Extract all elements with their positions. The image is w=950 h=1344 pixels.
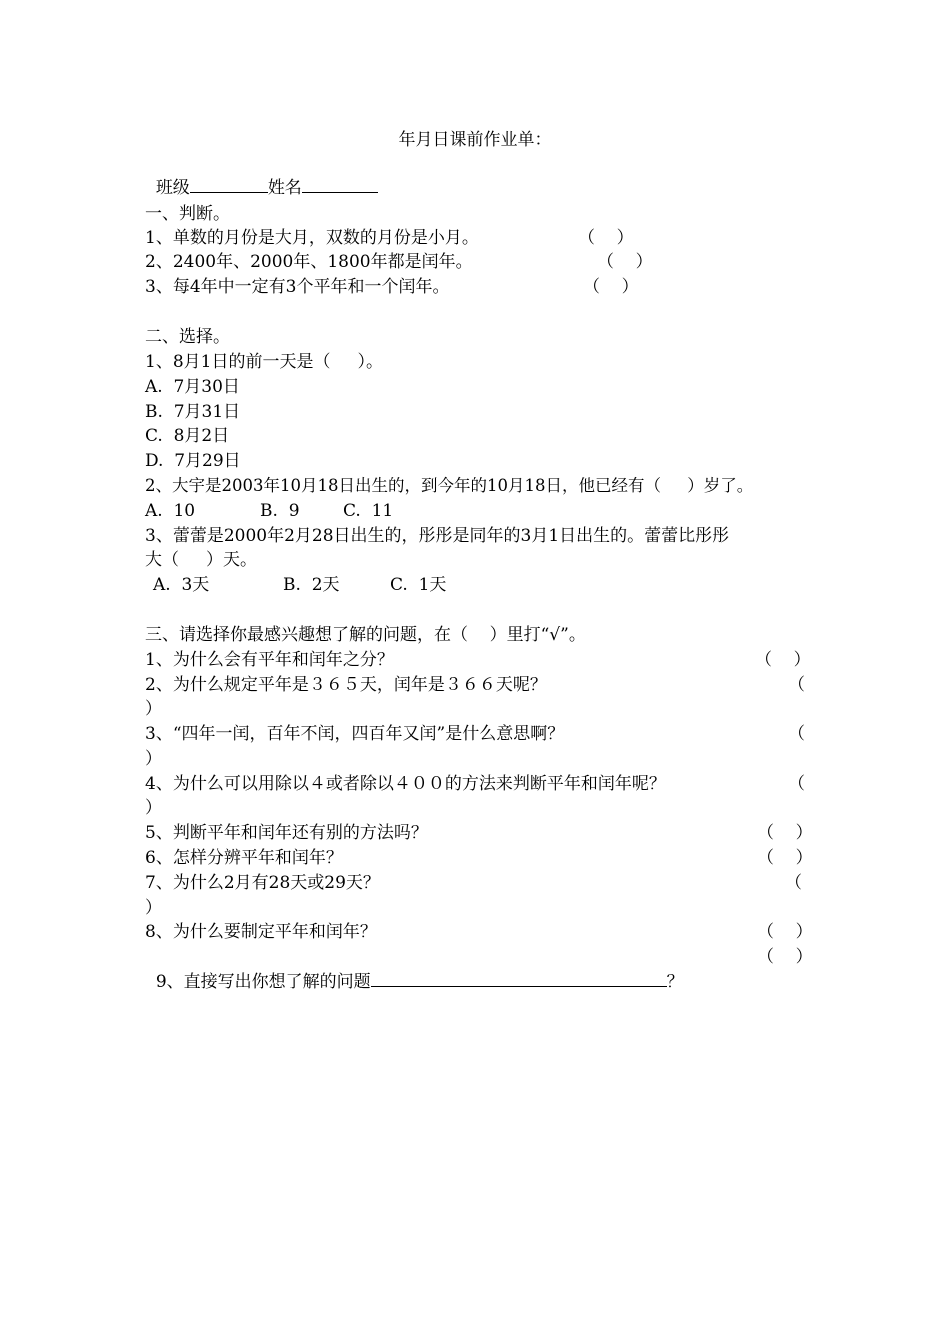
- interest-item-6: 6、怎样分辨平年和闰年？: [145, 848, 343, 868]
- section2-heading: 二、选择。: [145, 327, 230, 347]
- choice-q3-option-b[interactable]: B. 2天: [283, 575, 340, 595]
- choice-q3-stem-line2: 大（ ）天。: [145, 550, 258, 570]
- interest-item-4-bracket-close[interactable]: ）: [145, 798, 162, 818]
- choice-q2-option-b[interactable]: B. 9: [260, 501, 300, 521]
- interest-item-4-bracket-open[interactable]: （: [788, 774, 805, 794]
- interest-item-1-bracket[interactable]: （ ）: [755, 650, 811, 670]
- choice-q2-stem: 2、大宇是2003年10月18日出生的，到今年的10月18日，他已经有（ ）岁了。: [145, 476, 754, 495]
- choice-q1-option-b[interactable]: B. 7月31日: [145, 402, 241, 422]
- section1-heading: 一、判断。: [145, 204, 230, 224]
- choice-q1-option-a[interactable]: A. 7月30日: [145, 377, 240, 397]
- choice-q1-option-d[interactable]: D. 7月29日: [145, 451, 241, 471]
- judge-item-1: 1、单数的月份是大月，双数的月份是小月。: [145, 228, 479, 248]
- interest-item-8-bracket[interactable]: （ ）: [757, 922, 813, 942]
- judge-item-3-bracket[interactable]: （ ）: [583, 277, 639, 297]
- choice-q2-option-a[interactable]: A. 10: [145, 501, 196, 521]
- interest-item-3: 3、“四年一闰，百年不闰，四百年又闰”是什么意思啊？: [145, 724, 565, 744]
- choice-q2-option-c[interactable]: C. 11: [343, 501, 394, 521]
- interest-item-2-bracket-open[interactable]: （: [788, 675, 805, 695]
- judge-item-1-bracket[interactable]: （ ）: [578, 228, 634, 248]
- choice-q1-stem: 1、8月1日的前一天是（ ）。: [145, 352, 383, 372]
- interest-item-6-bracket[interactable]: （ ）: [757, 848, 813, 868]
- choice-q3-option-a[interactable]: A. 3天: [153, 575, 210, 595]
- interest-item-2-bracket-close[interactable]: ）: [145, 699, 162, 719]
- interest-item-3-bracket-open[interactable]: （: [788, 724, 805, 744]
- interest-item-7-bracket-open[interactable]: （: [785, 873, 802, 893]
- choice-q3-stem-line1: 3、蕾蕾是2000年2月28日出生的，彤彤是同年的3月1日出生的。蕾蕾比彤彤: [145, 526, 730, 546]
- class-blank[interactable]: [190, 174, 268, 193]
- judge-item-3: 3、每4年中一定有3个平年和一个闰年。: [145, 277, 450, 297]
- interest-item-5-bracket[interactable]: （ ）: [757, 823, 813, 843]
- judge-item-2-bracket[interactable]: （ ）: [597, 252, 653, 272]
- choice-q3-option-c[interactable]: C. 1天: [390, 575, 447, 595]
- interest-item-2: 2、为什么规定平年是３６５天，闰年是３６６天呢？: [145, 675, 547, 695]
- interest-item-7: 7、为什么2月有28天或29天？: [145, 873, 380, 893]
- interest-item-9-suffix: ？: [666, 972, 684, 992]
- interest-item-7-bracket-close[interactable]: ）: [145, 898, 162, 918]
- section3-heading: 三、请选择你最感兴趣想了解的问题，在（ ）里打“√”。: [145, 625, 586, 645]
- interest-item-4: 4、为什么可以用除以４或者除以４００的方法来判断平年和闰年呢？: [145, 774, 666, 794]
- interest-item-1: 1、为什么会有平年和闰年之分？: [145, 650, 394, 670]
- interest-item-9-text: 9、直接写出你想了解的问题: [155, 972, 371, 992]
- question-blank[interactable]: [371, 968, 667, 987]
- judge-item-2: 2、2400年、2000年、1800年都是闰年。: [145, 252, 473, 272]
- interest-item-9-bracket[interactable]: （ ）: [757, 947, 813, 967]
- interest-item-5: 5、判断平年和闰年还有别的方法吗？: [145, 823, 428, 843]
- name-label: 姓名: [267, 178, 302, 198]
- student-info-row: [145, 152, 378, 199]
- page-title: 年月日课前作业单：: [398, 130, 552, 150]
- interest-item-9: [145, 946, 684, 993]
- name-blank[interactable]: [302, 174, 378, 193]
- interest-item-8: 8、为什么要制定平年和闰年？: [145, 922, 377, 942]
- choice-q1-option-c[interactable]: C. 8月2日: [145, 426, 230, 446]
- interest-item-3-bracket-close[interactable]: ）: [145, 749, 162, 769]
- class-label: 班级: [155, 178, 190, 198]
